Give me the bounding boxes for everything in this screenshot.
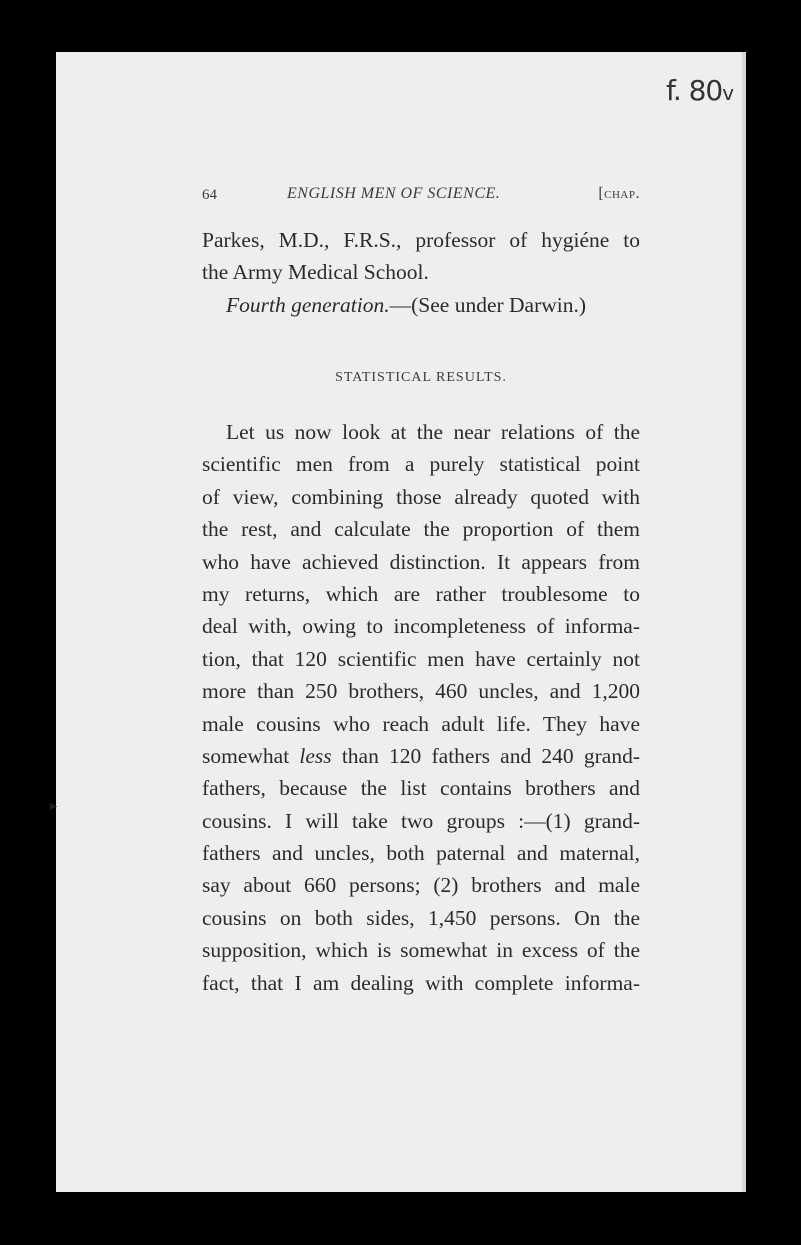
text-line: the Army Medical School. bbox=[202, 260, 429, 285]
chapter-label: [chap. bbox=[598, 185, 640, 202]
text-line: male cousins who reach adult life. They have bbox=[202, 711, 640, 736]
text-line: Let us now look at the near relations of the bbox=[226, 420, 640, 444]
text-line bbox=[202, 289, 640, 321]
running-header bbox=[202, 185, 640, 207]
page-number: 64 bbox=[202, 187, 217, 203]
text-line bbox=[202, 740, 640, 772]
book-page bbox=[50, 52, 746, 1192]
text-line: cousins. I will take two groups :—(1) grand- bbox=[202, 808, 640, 833]
text-line: fact, that I am dealing with complete informa- bbox=[202, 970, 640, 995]
folio-mark-verso: v bbox=[722, 81, 734, 105]
section-heading: STATISTICAL RESULTS. bbox=[335, 370, 507, 385]
text-line: scientific men from a purely statistical point bbox=[202, 452, 640, 477]
text-span: somewhat bbox=[202, 743, 300, 768]
text-line: more than 250 brothers, 460 uncles, and 1,200 bbox=[202, 679, 640, 704]
text-line: the rest, and calculate the proportion of them bbox=[202, 517, 640, 542]
text-line: who have achieved distinction. It appears from bbox=[202, 549, 640, 574]
running-title: ENGLISH MEN OF SCIENCE. bbox=[287, 185, 501, 202]
statistical-paragraph bbox=[202, 416, 640, 999]
margin-mark-icon: ▸ bbox=[50, 799, 58, 814]
text-line: tion, that 120 scientific men have certainly not bbox=[202, 646, 640, 671]
text-span: —(See under Darwin.) bbox=[389, 292, 587, 317]
text-line: fathers and uncles, both paternal and maternal, bbox=[202, 841, 640, 866]
text-line: cousins on both sides, 1,450 persons. On the bbox=[202, 905, 640, 930]
italic-word: less bbox=[299, 743, 332, 768]
italic-lead: Fourth generation. bbox=[226, 292, 390, 317]
opening-text bbox=[202, 224, 640, 321]
text-line: fathers, because the list contains brothers and bbox=[202, 776, 640, 801]
text-line: say about 660 persons; (2) brothers and male bbox=[202, 873, 640, 898]
text-line: of view, combining those already quoted with bbox=[202, 484, 640, 509]
text-span: than 120 fathers and 240 grand- bbox=[331, 743, 640, 768]
text-line: supposition, which is somewhat in excess of the bbox=[202, 938, 640, 963]
text-line: my returns, which are rather troublesome to bbox=[202, 581, 640, 606]
text-line: Parkes, M.D., F.R.S., professor of hygiéne to bbox=[202, 228, 640, 252]
folio-mark bbox=[666, 74, 733, 107]
text-line: deal with, owing to incompleteness of informa- bbox=[202, 614, 640, 639]
folio-mark-text: f. 80 bbox=[666, 74, 723, 107]
